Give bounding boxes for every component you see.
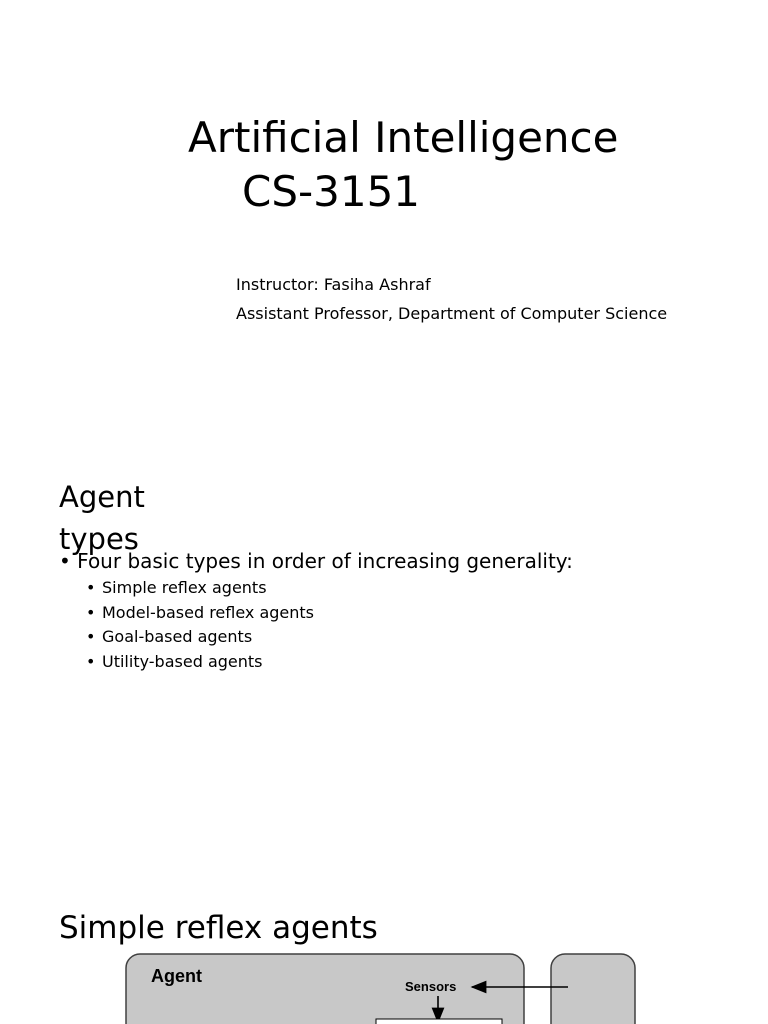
slide-title: Simple reflex agents: [59, 910, 378, 946]
course-code: CS-3151: [242, 167, 421, 216]
list-item: • Simple reflex agents: [86, 576, 314, 601]
sensors-label: Sensors: [405, 979, 457, 994]
bullet-glyph: •: [59, 549, 78, 573]
agent-box: [126, 954, 524, 1024]
instructor-line: Instructor: Fasiha Ashraf: [236, 275, 431, 294]
slide-title: Agent types: [59, 480, 145, 556]
environment-box: [551, 954, 635, 1024]
list-item: • Utility-based agents: [86, 650, 314, 675]
agent-diagram: [0, 860, 768, 1024]
simple-reflex-slide: [0, 860, 768, 1024]
list-item: • Goal-based agents: [86, 625, 314, 650]
list-item: • Model-based reflex agents: [86, 601, 314, 626]
position-line: Assistant Professor, Department of Computer Science: [236, 304, 668, 323]
slide-title: Artificial Intelligence: [188, 113, 619, 162]
main-bullet: [59, 548, 573, 574]
agent-label: Agent: [151, 966, 202, 986]
world-state-box: [376, 1019, 502, 1024]
agent-type-list: [86, 576, 314, 674]
agent-types-slide: [0, 400, 768, 860]
main-bullet-text: Four basic types in order of increasing generality:: [77, 549, 573, 573]
title-slide: [0, 0, 768, 400]
